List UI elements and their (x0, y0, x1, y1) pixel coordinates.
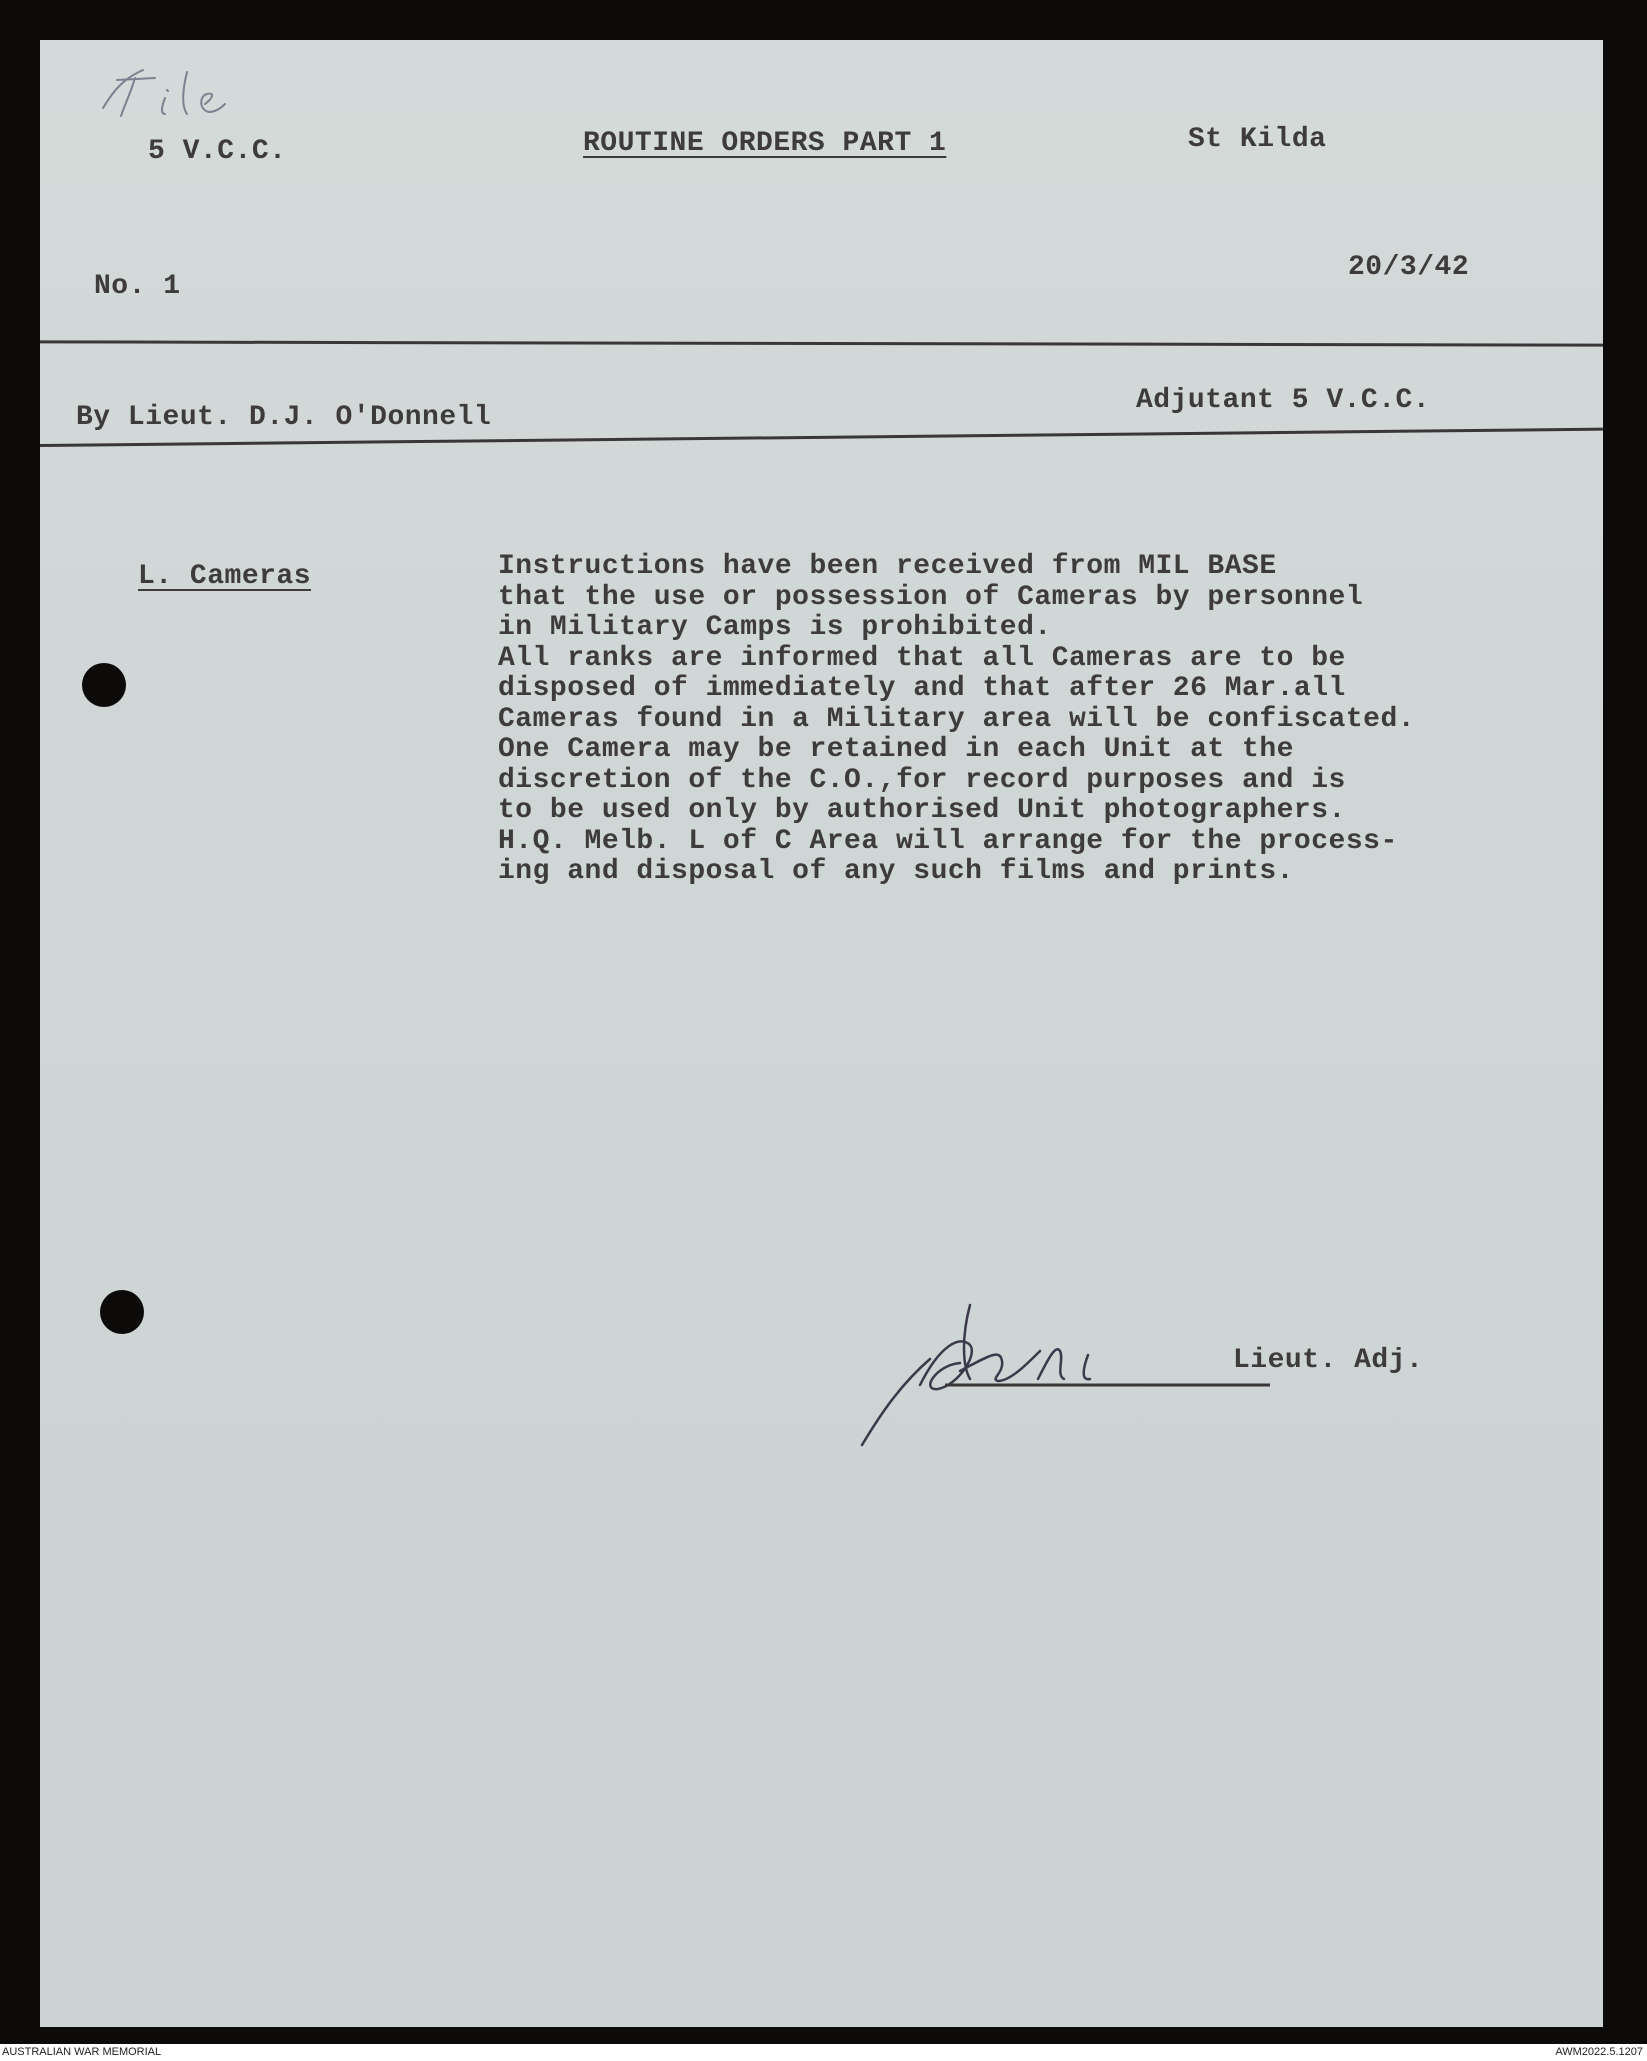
order-line: discretion of the C.O.,for record purposes and is (498, 764, 1346, 796)
order-line: ing and disposal of any such films and prints. (498, 856, 1294, 887)
adjutant-position: Adjutant 5 V.C.C. (1136, 385, 1431, 416)
order-line: in Military Camps is prohibited. (498, 612, 1052, 643)
order-number: No. 1 (94, 271, 181, 302)
punch-hole-top (82, 663, 126, 707)
order-heading: L. Cameras (138, 561, 312, 592)
punch-hole-bottom (100, 1290, 144, 1334)
footer-source: AUSTRALIAN WAR MEMORIAL (2, 2046, 162, 2058)
order-line: that the use or possession of Cameras by personnel (498, 581, 1364, 613)
order-line: Instructions have been received from MIL BASE (498, 551, 1277, 582)
signature-image (850, 1275, 1270, 1455)
location: St Kilda (1188, 124, 1327, 155)
order-line: Cameras found in a Military area will be confiscated. (498, 703, 1416, 735)
document-title: ROUTINE ORDERS PART 1 (583, 128, 947, 159)
handwritten-file-annotation (95, 58, 235, 128)
signature-title: Lieut. Adj. (1233, 1345, 1424, 1376)
order-date: 20/3/42 (1348, 252, 1470, 283)
issued-by: By Lieut. D.J. O'Donnell (76, 402, 492, 433)
order-line: One Camera may be retained in each Unit at the (498, 734, 1294, 765)
unit-name: 5 V.C.C. (148, 136, 287, 167)
header-divider-top (40, 340, 1603, 346)
footer-accession: AWM2022.5.1207 (1555, 2046, 1643, 2058)
order-line: to be used only by authorised Unit photographers. (498, 795, 1346, 826)
order-line: All ranks are informed that all Cameras are to be (498, 642, 1346, 674)
document-page (40, 40, 1603, 2027)
order-body (498, 552, 1415, 888)
order-line: H.Q. Melb. L of C Area will arrange for the process- (498, 825, 1398, 857)
order-line: disposed of immediately and that after 26 Mar.all (498, 673, 1346, 704)
